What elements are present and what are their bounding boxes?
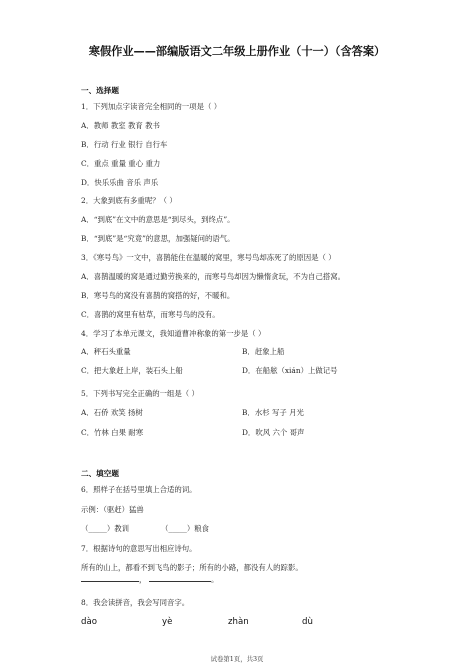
question-8-stem: 8．我会读拼音，我会写同音字。 bbox=[81, 598, 190, 607]
question-1-option-a: A．教师 教室 教育 教书 bbox=[81, 121, 160, 130]
question-4-option-b: B．赶象上船 bbox=[242, 347, 285, 356]
question-1-option-c: C．重点 重量 重心 重力 bbox=[81, 159, 161, 168]
question-7-stem: 7．根据诗句的意思写出相应诗句。 bbox=[81, 544, 197, 553]
question-6-blank-2[interactable]: （_____）粮食 bbox=[161, 524, 210, 533]
question-2-stem: 2．大象到底有多重呢？（ ） bbox=[81, 196, 177, 205]
question-6-stem: 6．照样子在括号里填上合适的词。 bbox=[81, 485, 197, 494]
question-5-stem: 5．下列书写完全正确的一组是（ ） bbox=[81, 389, 199, 398]
question-3-stem: 3．《寒号鸟》一文中，喜鹊能住在温暖的窝里，寒号鸟却冻死了的原因是（ ） bbox=[81, 253, 336, 262]
answer-line-2[interactable] bbox=[149, 581, 211, 582]
section-heading-fill: 二、填空题 bbox=[81, 469, 119, 478]
question-7-answer-lines[interactable]: ， 。 bbox=[81, 575, 218, 584]
pinyin-3: zhàn bbox=[228, 617, 249, 627]
question-4-option-a: A．秤石头重量 bbox=[81, 347, 131, 356]
question-5-option-a: A．石侨 欢笑 扬树 bbox=[81, 408, 143, 417]
answer-line-1[interactable] bbox=[81, 581, 139, 582]
pinyin-2: yè bbox=[162, 617, 173, 627]
question-3-option-c: C．喜鹊的窝里有枯草，而寒号鸟的没有。 bbox=[81, 310, 220, 319]
question-4-option-d: D．在船舷（xián）上做记号 bbox=[242, 366, 338, 375]
question-4-stem: 4．学习了本单元课文，我知道曹冲称象的第一步是（ ） bbox=[81, 329, 266, 338]
question-5-option-d: D．吹风 六个 哥声 bbox=[242, 428, 305, 437]
pinyin-4: dù bbox=[302, 617, 313, 627]
question-5-option-b: B．水杉 写子 月光 bbox=[242, 408, 304, 417]
question-5-option-c: C．竹林 白果 耐寒 bbox=[81, 428, 144, 437]
question-2-option-a: A．“到底”在文中的意思是“到尽头，到终点”。 bbox=[81, 215, 235, 224]
question-1-option-d: D．快乐乐曲 音乐 声乐 bbox=[81, 178, 159, 187]
page-footer: 试卷第1页，共3页 bbox=[210, 655, 264, 663]
question-7-text: 所有的山上，都看不到飞鸟的影子；所有的小路，都没有人的踪影。 bbox=[81, 563, 303, 572]
section-heading-choice: 一、选择题 bbox=[81, 86, 119, 95]
question-1-option-b: B．行动 行业 银行 自行车 bbox=[81, 140, 168, 149]
question-3-option-b: B．寒号鸟的窝没有喜鹊的窝搭的好，不暖和。 bbox=[81, 291, 235, 300]
question-6-blank-1[interactable]: （_____）教训 bbox=[81, 524, 130, 533]
question-2-option-b: B．“到底”是“究竟”的意思，加强疑问的语气。 bbox=[81, 234, 235, 243]
pinyin-1: dào bbox=[81, 617, 97, 627]
question-3-option-a: A．喜鹊温暖的窝是通过勤劳换来的，而寒号鸟却因为懒惰贪玩，不为自己搭窝。 bbox=[81, 272, 346, 281]
question-4-option-c: C．把大象赶上岸，装石头上船 bbox=[81, 366, 183, 375]
question-6-example: 示例：（驱赶）猛兽 bbox=[81, 505, 144, 514]
question-1-stem: 1．下列加点字读音完全相同的一项是（ ） bbox=[81, 102, 222, 111]
page-title: 寒假作业——部编版语文二年级上册作业（十一）（含答案） bbox=[88, 45, 386, 58]
